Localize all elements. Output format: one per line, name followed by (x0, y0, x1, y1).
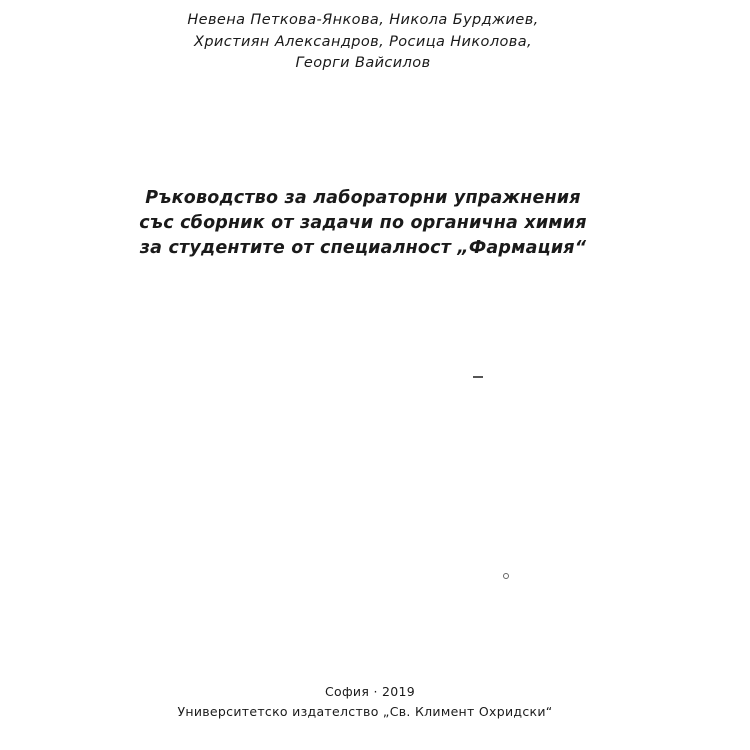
imprint-block (0, 682, 730, 722)
city-year: София · 2019 (324, 684, 416, 699)
authors-block (0, 10, 726, 75)
book-title (0, 186, 726, 261)
print-speck (473, 376, 483, 378)
title-line-1: Ръководство за лабораторни упражнения (145, 188, 581, 208)
authors-line-2: Християн Александров, Росица Николова, (194, 33, 532, 50)
authors-line-3: Георги Вайсилов (295, 55, 431, 71)
authors-line-1: Невена Петкова-Янкова, Никола Бурджиев, (187, 12, 539, 28)
title-line-3: за студентите от специалност „Фармация“ (139, 238, 587, 258)
title-line-2: със сборник от задачи по органична химия (139, 213, 587, 233)
print-speck (503, 573, 509, 579)
publisher: Университетско издателство „Св. Климент Охридски“ (177, 704, 553, 719)
